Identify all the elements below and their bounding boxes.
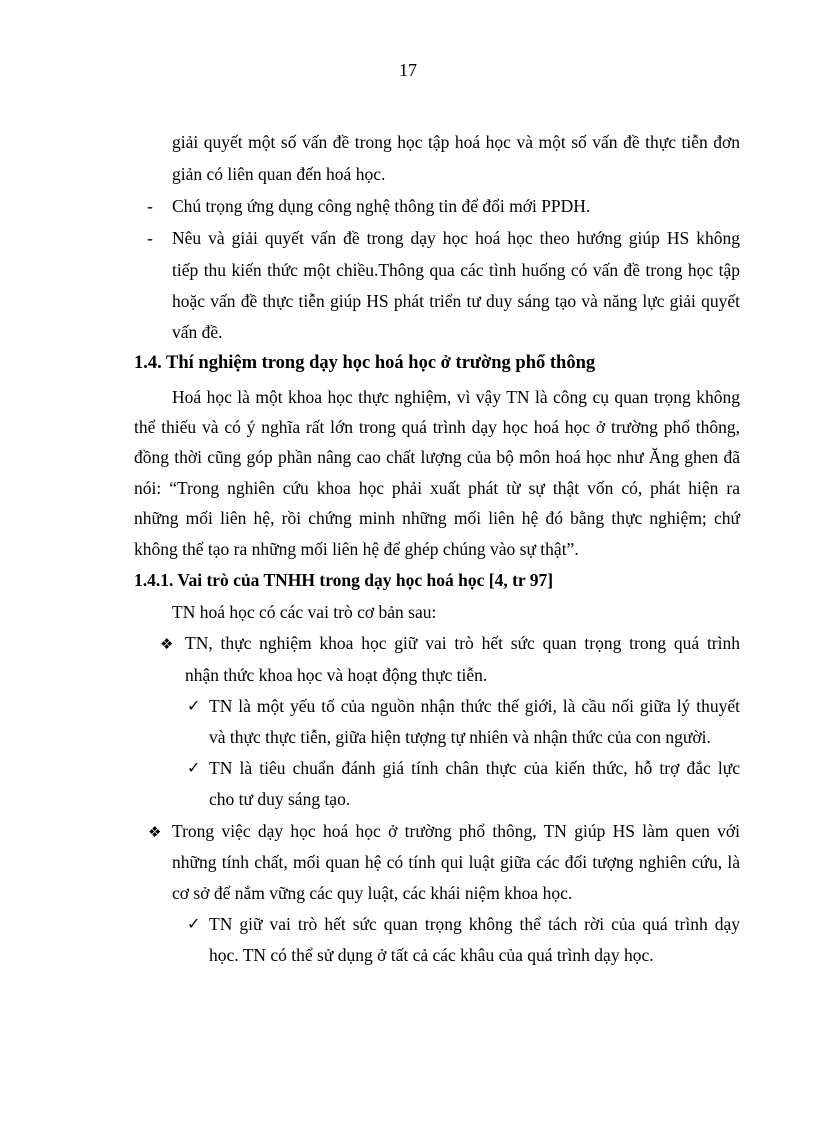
dash-bullet: - xyxy=(147,196,153,216)
check-1-2-line-2: cho tư duy sáng tạo. xyxy=(209,789,351,809)
intro-line-1: giải quyết một số vấn đề trong học tập hoá học và một số vấn đề thực tiễn đơn xyxy=(172,132,740,152)
intro-line-2: giản có liên quan đến hoá học. xyxy=(172,164,386,184)
bullet-1-line-1: TN, thực nghiệm khoa học giữ vai trò hết sức quan trọng trong quá trình xyxy=(185,633,740,653)
checkmark-icon: ✓ xyxy=(187,758,201,777)
dash-item-2-line-3: hoặc vấn đề thực tiễn giúp HS phát triển tư duy sáng tạo và năng lực giải quyết xyxy=(172,291,740,311)
para-1-4-line-5: những mối liên hệ, rồi chứng minh những mối liên hệ đó bằng thực nghiệm; chứ xyxy=(134,508,740,528)
dash-item-2-line-2: tiếp thu kiến thức một chiều.Thông qua các tình huống có vấn đề trong học tập xyxy=(172,260,740,280)
check-2-1-line-2: học. TN có thể sử dụng ở tất cả các khâu của quá trình dạy học. xyxy=(209,945,654,965)
diamond-bullet-icon: ❖ xyxy=(148,823,162,841)
para-1-4-line-2: thể thiếu và có ý nghĩa rất lớn trong quá trình dạy học hoá học ở trường phổ thông, xyxy=(134,417,740,437)
para-1-4-line-1: Hoá học là một khoa học thực nghiệm, vì vậy TN là công cụ quan trọng không xyxy=(172,387,740,407)
page-number: 17 xyxy=(399,60,417,80)
check-1-1-line-1: TN là một yếu tố của nguồn nhận thức thế giới, là cầu nối giữa lý thuyết xyxy=(209,696,740,716)
checkmark-icon: ✓ xyxy=(187,914,201,933)
dash-item-2-line-1: Nêu và giải quyết vấn đề trong dạy học hoá học theo hướng giúp HS không xyxy=(172,228,740,248)
bullet-2-line-1: Trong việc dạy học hoá học ở trường phổ thông, TN giúp HS làm quen với xyxy=(172,821,740,841)
bullet-1-line-2: nhận thức khoa học và hoạt động thực tiễn. xyxy=(185,665,488,685)
check-1-1-line-2: và thực thực tiễn, giữa hiện tượng tự nhiên và nhận thức của con người. xyxy=(209,727,711,747)
para-1-4-line-3: đồng thời cũng góp phần nâng cao chất lượng của bộ môn hoá học như Ăng ghen đã xyxy=(134,447,740,467)
bullet-2-line-3: cơ sở để nắm vững các quy luật, các khái niệm khoa học. xyxy=(172,883,573,903)
section-heading-1-4-1: 1.4.1. Vai trò của TNHH trong dạy học hoá học [4, tr 97] xyxy=(134,570,554,590)
check-2-1-line-1: TN giữ vai trò hết sức quan trọng không thể tách rời của quá trình dạy xyxy=(209,914,740,934)
roles-intro: TN hoá học có các vai trò cơ bản sau: xyxy=(172,602,437,622)
para-1-4-line-4: nói: “Trong nghiên cứu khoa học phải xuất phát từ sự thật vốn có, phát hiện ra xyxy=(134,478,740,498)
para-1-4-line-6: không thể tạo ra những mối liên hệ để ghép chúng vào sự thật”. xyxy=(134,539,579,559)
section-heading-1-4: 1.4. Thí nghiệm trong dạy học hoá học ở trường phổ thông xyxy=(134,353,596,373)
check-1-2-line-1: TN là tiêu chuẩn đánh giá tính chân thực của kiến thức, hỗ trợ đắc lực xyxy=(209,758,740,778)
dash-bullet: - xyxy=(147,228,153,248)
diamond-bullet-icon: ❖ xyxy=(160,635,174,653)
bullet-2-line-2: những tính chất, mối quan hệ có tính qui luật giữa các đối tượng nghiên cứu, là xyxy=(172,852,740,872)
checkmark-icon: ✓ xyxy=(187,696,201,715)
dash-item-1: Chú trọng ứng dụng công nghệ thông tin để đổi mới PPDH. xyxy=(172,196,591,216)
dash-item-2-line-4: vấn đề. xyxy=(172,322,223,342)
